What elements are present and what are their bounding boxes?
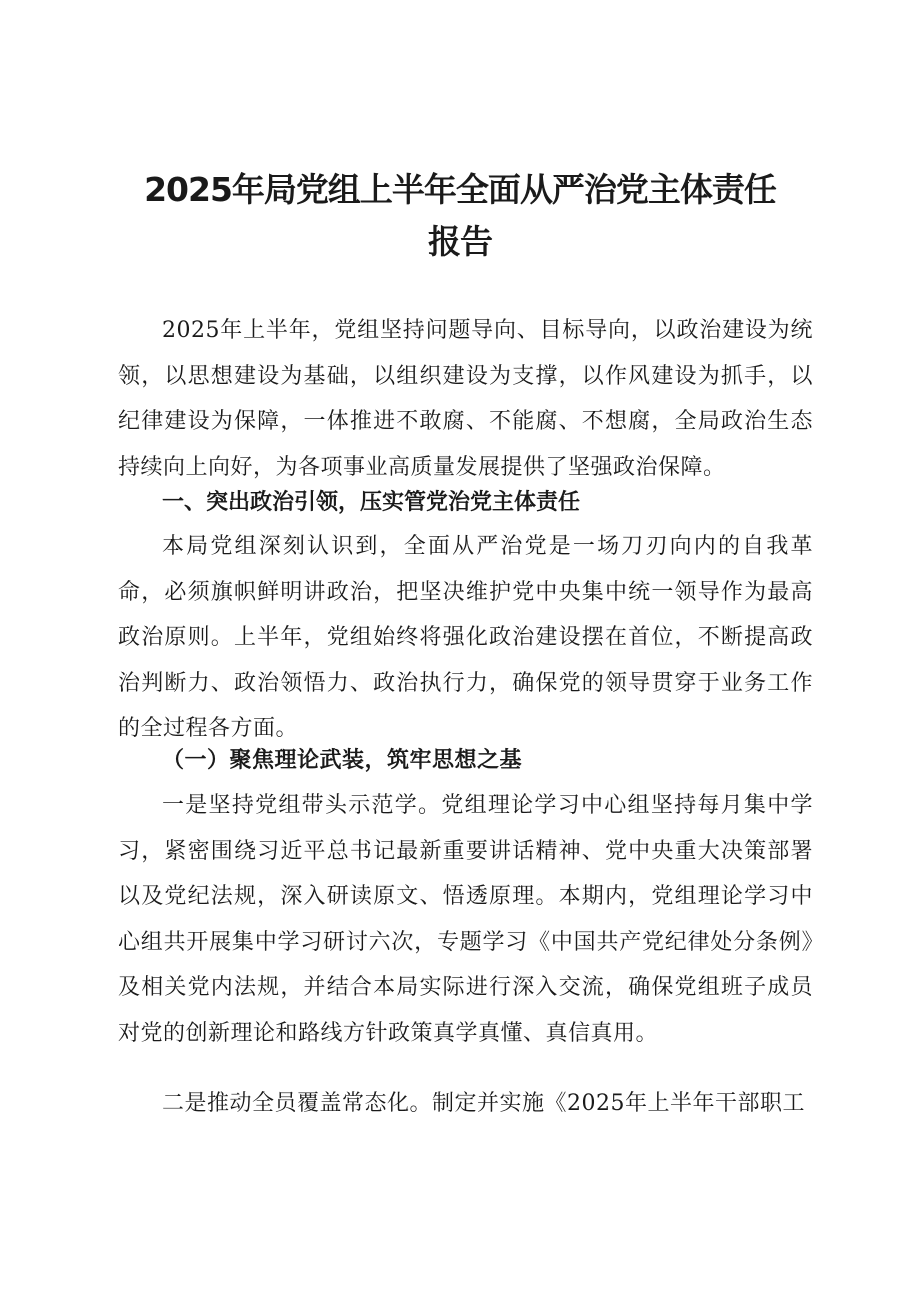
point1-paragraph: 一是坚持党组带头示范学。党组理论学习中心组坚持每月集中学习，紧密围绕习近平总书记最新重要讲话精神、党中央重大决策部署以及党纪法规，深入研读原文、悟透原理。本期内，党组理论学习中心组共开展集中学习研讨六次，专题学习《中国共产党纪律处分条例》及相关党内法规，并结合本局实际进行深入交流，确保党组班子成员对党的创新理论和路线方针政策真学真懂、真信真用。 [118,793,813,1046]
intro-paragraph: 2025年上半年，党组坚持问题导向、目标导向，以政治建设为统领，以思想建设为基础，以组织建设为支撑，以作风建设为抓手，以纪律建设为保障，一体推进不敢腐、不能腐、不想腐，全局政治生态持续向上向好，为各项事业高质量发展提供了坚强政治保障。 [118,318,813,480]
subsection-heading-1: （一）聚焦理论武装，筑牢思想之基 [162,747,523,773]
document-title-line1: 2025年局党组上半年全面从严治党主体责任 [144,170,776,209]
section-heading-1: 一、突出政治引领，压实管党治党主体责任 [162,490,581,515]
section1-paragraph: 本局党组深刻认识到，全面从严治党是一场刀刃向内的自我革命，必须旗帜鲜明讲政治，把坚决维护党中央集中统一领导作为最高政治原则。上半年，党组始终将强化政治建设摆在首位，不断提高政治判断力、政治领悟力、政治执行力，确保党的领导贯穿于业务工作的全过程各方面。 [118,534,813,741]
document-title-line2: 报告 [428,222,492,261]
point2-paragraph: 二是推动全员覆盖常态化。制定并实施《2025年上半年干部职工 [162,1091,805,1116]
